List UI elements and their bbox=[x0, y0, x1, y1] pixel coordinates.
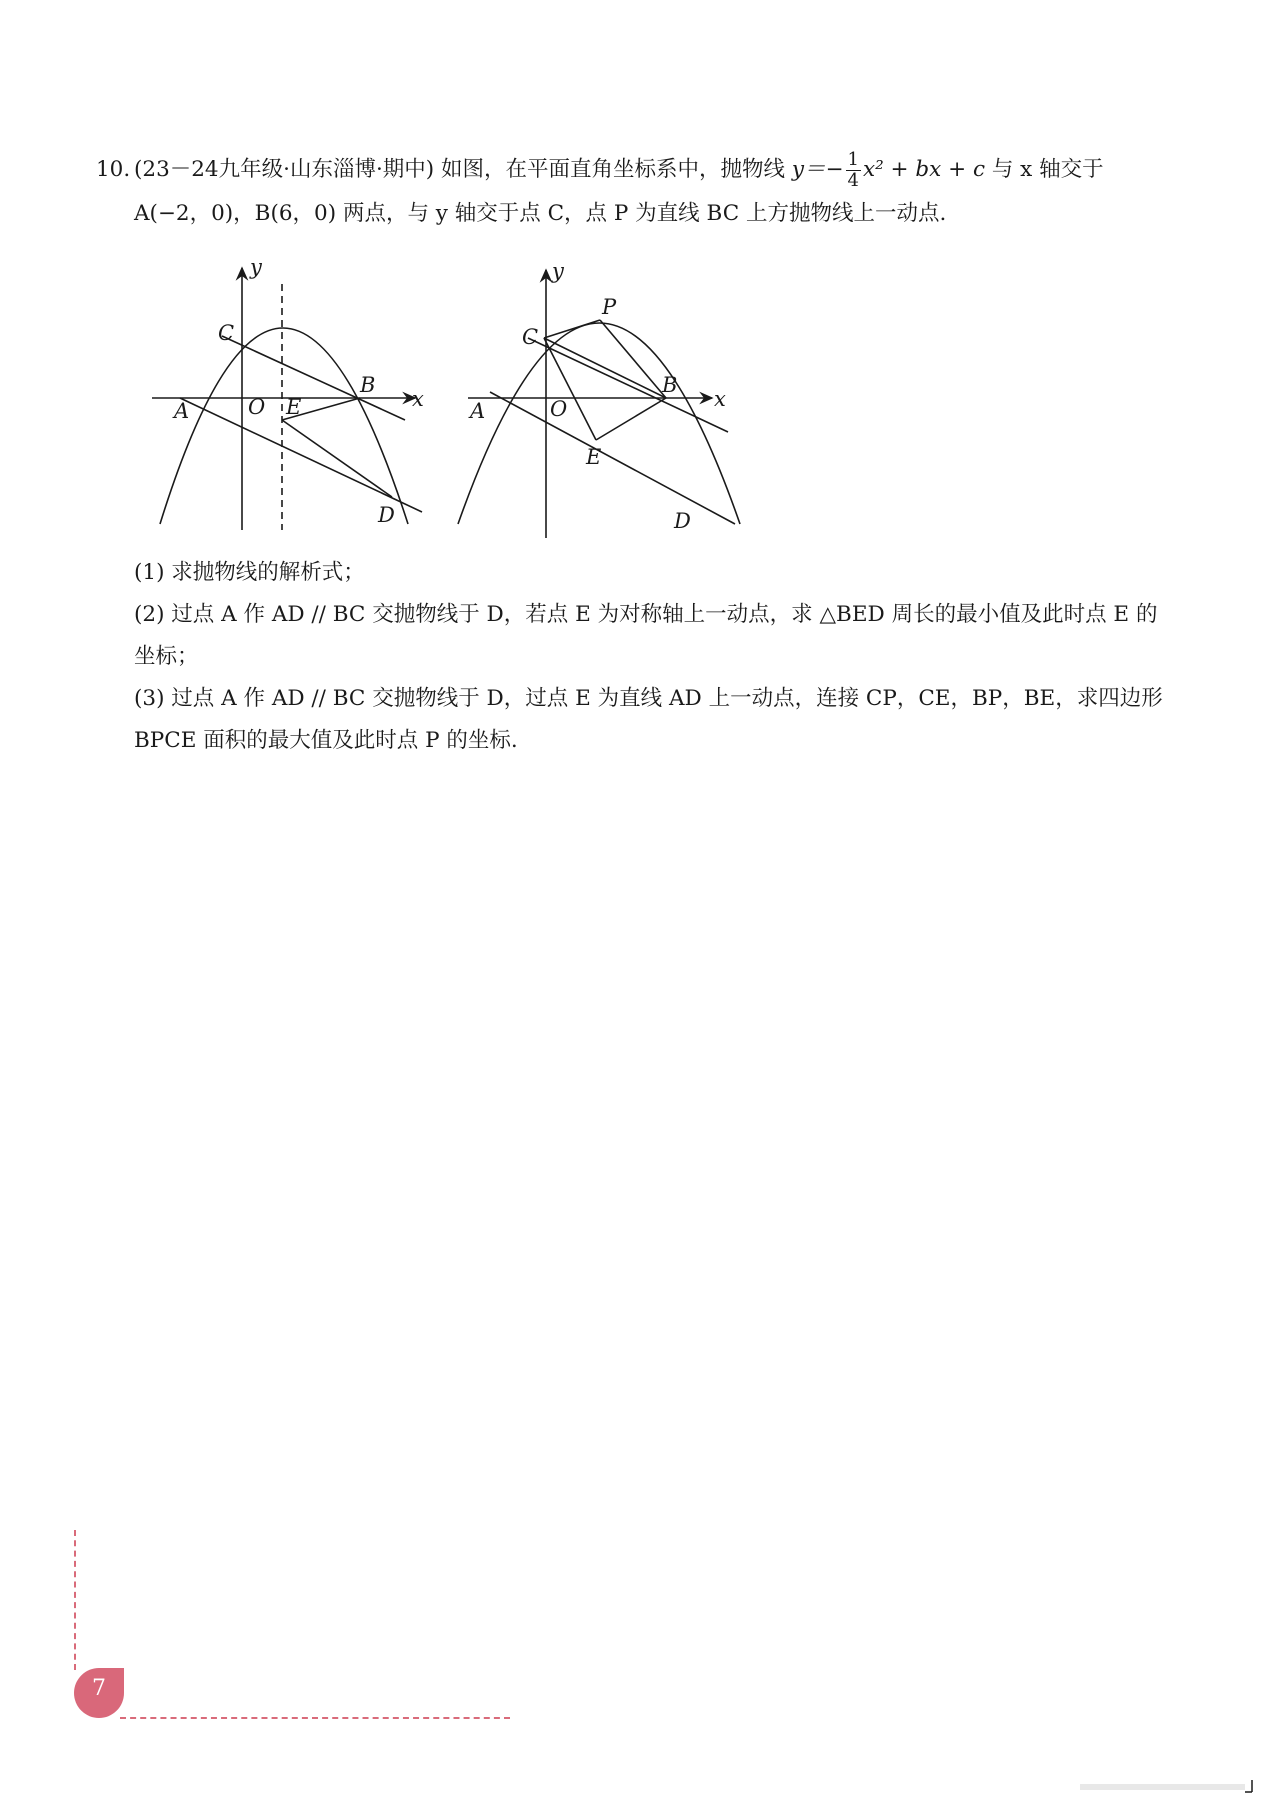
problem-source-text: (23－24九年级·山东淄博·期中) 如图，在平面直角坐标系中，抛物线 bbox=[134, 157, 792, 182]
page-corner-dashed-vertical bbox=[74, 1530, 76, 1670]
problem-line-1 bbox=[96, 148, 1206, 192]
fig2-line-ad bbox=[490, 392, 735, 524]
problem-statement bbox=[96, 148, 1206, 236]
sub-questions bbox=[134, 552, 1204, 762]
fig2-parabola bbox=[458, 323, 740, 524]
fig1-parabola bbox=[160, 328, 408, 524]
page-corner-dashed-horizontal bbox=[120, 1717, 510, 1719]
part-3-line-1: (3) 过点 A 作 AD // BC 交抛物线于 D，过点 E 为直线 AD 上一动点，连接 CP，CE，BP，BE，求四边形 bbox=[134, 686, 1163, 711]
fig2-label-a: A bbox=[470, 399, 486, 423]
equation-rest: x² + bx + c bbox=[862, 157, 986, 182]
fraction bbox=[846, 150, 861, 191]
fig2-label-d: D bbox=[674, 509, 691, 533]
figure-1-labels bbox=[172, 262, 424, 527]
fig1-label-e: E bbox=[286, 395, 302, 419]
problem-number: 10. bbox=[96, 157, 131, 182]
fig1-label-b: B bbox=[360, 373, 376, 397]
part-3-line-2: BPCE 面积的最大值及此时点 P 的坐标. bbox=[134, 728, 518, 753]
fig1-label-c: C bbox=[218, 321, 235, 345]
fig2-label-b: B bbox=[662, 373, 678, 397]
footer-scan-mark bbox=[1080, 1780, 1260, 1794]
part-2-line-1: (2) 过点 A 作 AD // BC 交抛物线于 D，若点 E 为对称轴上一动点，求 △BED 周长的最小值及此时点 E 的 bbox=[134, 602, 1158, 627]
fraction-denominator: 4 bbox=[847, 169, 859, 191]
fig1-label-x: x bbox=[412, 387, 424, 411]
fig2-label-c: C bbox=[522, 325, 539, 349]
part-2-line-2: 坐标； bbox=[134, 644, 199, 669]
fig2-label-y: y bbox=[552, 262, 564, 283]
fig2-label-x: x bbox=[714, 387, 726, 411]
problem-line-1-end: 与 x 轴交于 bbox=[985, 157, 1104, 182]
page-number: 7 bbox=[92, 1676, 106, 1701]
fig2-label-p: P bbox=[602, 295, 617, 319]
figures bbox=[150, 262, 750, 542]
fig1-label-y: y bbox=[250, 262, 262, 279]
fig1-label-o: O bbox=[248, 395, 266, 419]
fig2-segment-cp bbox=[544, 320, 600, 338]
fig1-label-d: D bbox=[378, 503, 395, 527]
fig2-label-o: O bbox=[550, 397, 568, 421]
figure-2 bbox=[458, 270, 740, 538]
fig2-segment-pb bbox=[600, 320, 666, 398]
fraction-numerator: 1 bbox=[847, 148, 859, 170]
fig2-label-e: E bbox=[586, 445, 602, 469]
fig1-label-a: A bbox=[174, 399, 190, 423]
problem-line-2: A(−2，0)，B(6，0) 两点，与 y 轴交于点 C，点 P 为直线 BC 上方抛物线上一动点. bbox=[134, 201, 947, 226]
equation-y: y＝− bbox=[791, 157, 844, 182]
fig2-segment-eb bbox=[596, 398, 666, 440]
fig1-segment-ed bbox=[282, 420, 392, 497]
part-1: (1) 求抛物线的解析式； bbox=[134, 560, 365, 585]
